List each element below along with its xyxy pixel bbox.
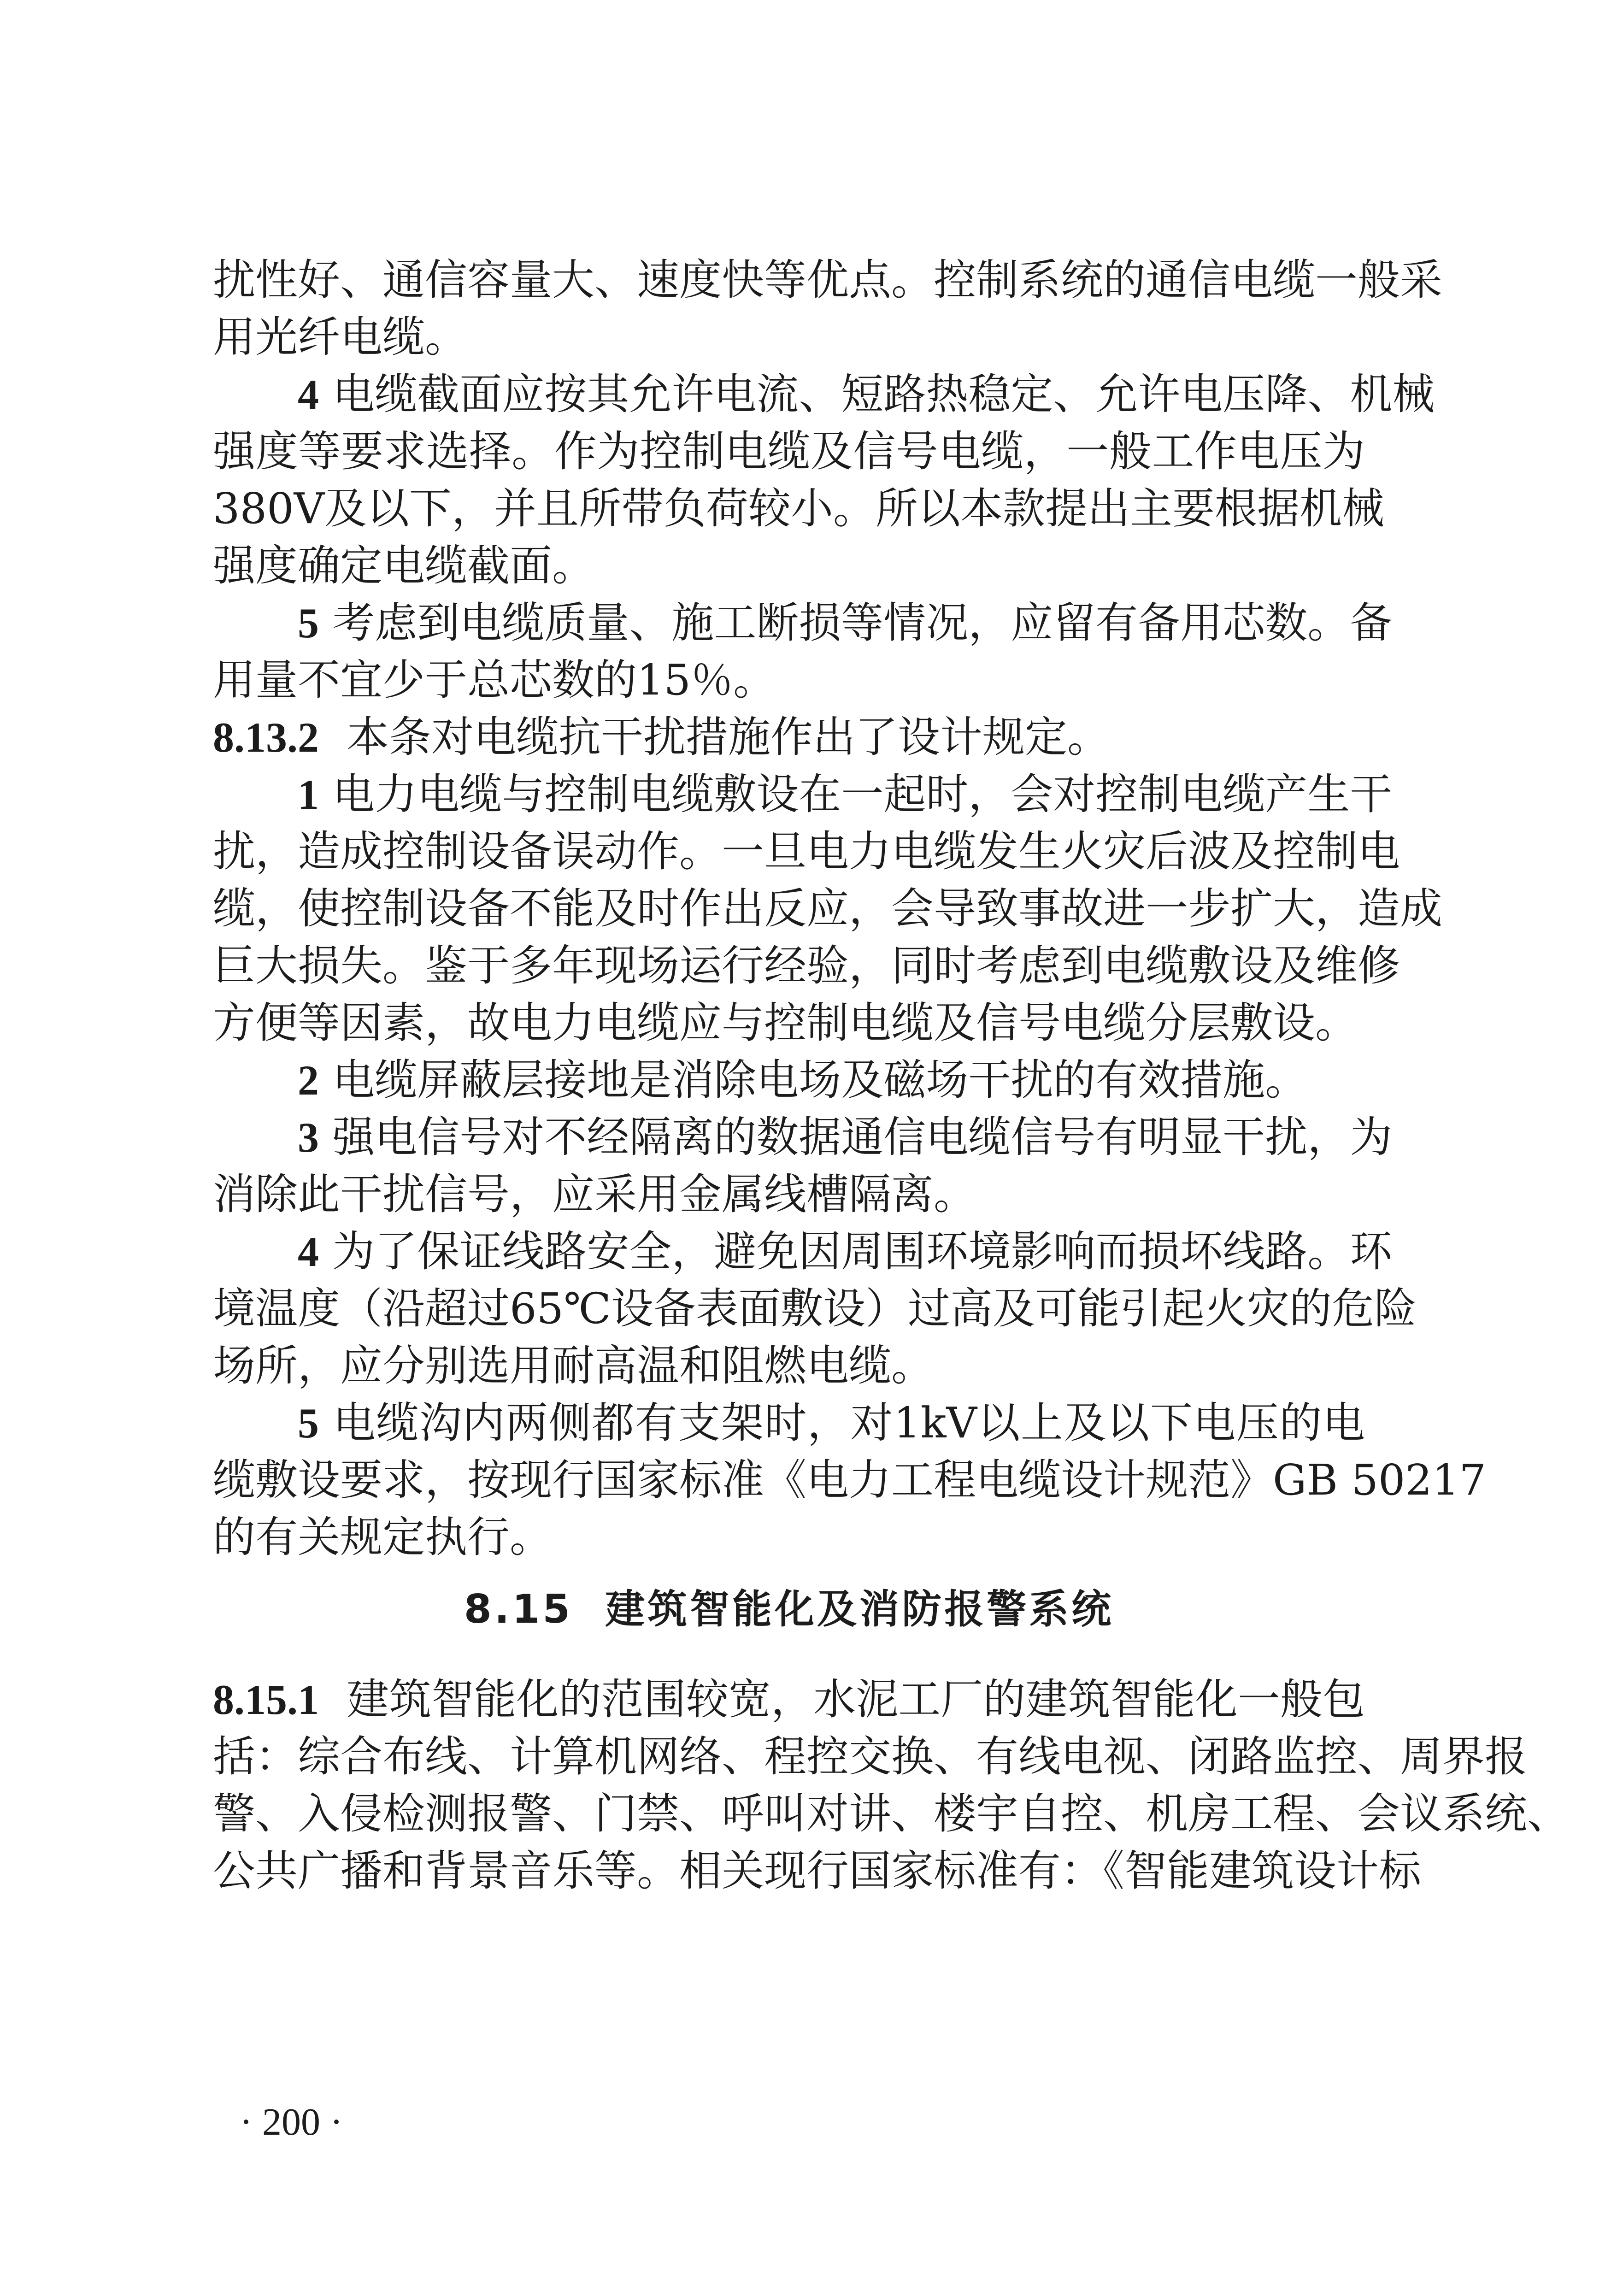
text-line: 扰，造成控制设备误动作。一旦电力电缆发生火灾后波及控制电 — [213, 827, 1400, 876]
item-text: 电缆截面应按其允许电流、短路热稳定、允许电压降、机械 — [332, 370, 1435, 419]
text-line: 消除此干扰信号，应采用金属线槽隔离。 — [213, 1170, 976, 1219]
list-item-line — [213, 598, 1393, 648]
page-number: · 200 · — [240, 2101, 343, 2143]
text-line: 缆，使控制设备不能及时作出反应，会导致事故进一步扩大，造成 — [213, 884, 1443, 933]
text-line: 扰性好、通信容量大、速度快等优点。控制系统的通信电缆一般采 — [213, 255, 1443, 305]
text-line: 用光纤电缆。 — [213, 312, 468, 362]
item-number: 2 — [298, 1057, 319, 1104]
text-line: 380V及以下，并且所带负荷较小。所以本款提出主要根据机械 — [213, 484, 1385, 533]
section-number: 8.15 — [464, 1586, 573, 1632]
clause-number: 8.13.2 — [213, 714, 319, 761]
item-number: 4 — [298, 371, 319, 418]
clause-text: 本条对电缆抗干扰措施作出了设计规定。 — [347, 712, 1110, 762]
item-number: 1 — [298, 771, 319, 818]
clause-line — [213, 712, 1365, 762]
item-text: 电缆沟内两侧都有支架时，对1kV以上及以下电压的电 — [333, 1398, 1365, 1448]
list-item-line — [213, 1055, 1365, 1105]
item-text: 考虑到电缆质量、施工断损等情况，应留有备用芯数。备 — [332, 598, 1393, 648]
item-number: 4 — [298, 1228, 319, 1275]
item-number: 5 — [298, 600, 319, 647]
item-number: 3 — [298, 1114, 319, 1161]
text-line: 境温度（沿超过65℃设备表面敷设）过高及可能引起火灾的危险 — [213, 1284, 1417, 1333]
item-text: 强电信号对不经隔离的数据通信电缆信号有明显干扰，为 — [332, 1113, 1393, 1162]
list-item-line — [213, 770, 1393, 819]
text-line: 巨大损失。鉴于多年现场运行经验，同时考虑到电缆敷设及维修 — [213, 941, 1400, 990]
body-text — [213, 255, 1570, 1906]
clause-number: 8.15.1 — [213, 1676, 319, 1723]
section-title: 建筑智能化及消防报警系统 — [605, 1586, 1114, 1632]
text-line: 的有关规定执行。 — [213, 1513, 553, 1562]
section-heading — [213, 1587, 1365, 1631]
item-text: 为了保证线路安全，避免因周围环境影响而损坏线路。环 — [332, 1227, 1393, 1276]
text-line: 缆敷设要求，按现行国家标准《电力工程电缆设计规范》GB 50217 — [213, 1455, 1487, 1505]
text-line: 警、入侵检测报警、门禁、呼叫对讲、楼宇自控、机房工程、会议系统、 — [213, 1789, 1570, 1838]
text-line: 场所，应分别选用耐高温和阻燃电缆。 — [213, 1341, 934, 1390]
text-line: 方便等因素，故电力电缆应与控制电缆及信号电缆分层敷设。 — [213, 998, 1358, 1048]
list-item-line — [213, 1227, 1393, 1276]
text-line: 括：综合布线、计算机网络、程控交换、有线电视、闭路监控、周界报 — [213, 1732, 1528, 1781]
clause-line — [213, 1675, 1365, 1724]
list-item-line — [213, 1398, 1365, 1448]
item-text: 电力电缆与控制电缆敷设在一起时，会对控制电缆产生干 — [332, 770, 1393, 819]
text-line: 强度等要求选择。作为控制电缆及信号电缆，一般工作电压为 — [213, 427, 1365, 476]
text-line: 用量不宜少于总芯数的15％。 — [213, 655, 776, 705]
item-text: 电缆屏蔽层接地是消除电场及磁场干扰的有效措施。 — [332, 1055, 1308, 1105]
item-number: 5 — [298, 1400, 319, 1447]
list-item-line — [213, 370, 1435, 419]
text-line: 公共广播和背景音乐等。相关现行国家标准有：《智能建筑设计标 — [213, 1846, 1422, 1896]
list-item-line — [213, 1113, 1393, 1162]
clause-text: 建筑智能化的范围较宽，水泥工厂的建筑智能化一般包 — [347, 1675, 1365, 1724]
text-line: 强度确定电缆截面。 — [213, 541, 595, 590]
